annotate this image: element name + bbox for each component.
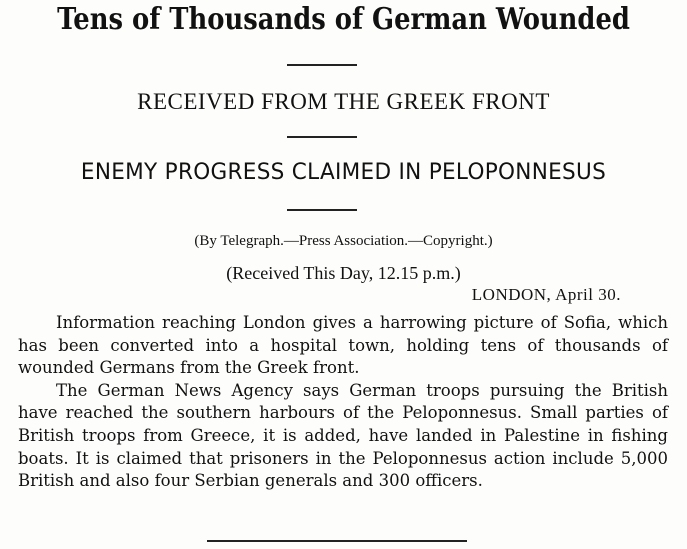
paragraph: Information reaching London gives a harrowing picture of Sofia, which has been converted into a hospital town, holding tens of thousands of wounded Germans from the Greek front.: [18, 313, 668, 378]
received-time: (Received This Day, 12.15 p.m.): [226, 263, 461, 283]
dateline: LONDON, April 30.: [471, 285, 621, 304]
paragraph: The German News Agency says German troops pursuing the British have reached the southern harbours of the Peloponnesus. Small parties of British troops from Greece, it is added, have landed in Palestine in fishing boats. It is claimed that prisoners in the Peloponnesus action include 5,000 British and also four Serbian generals and 300 officers.: [18, 380, 668, 491]
bottom-divider-rule: [207, 540, 467, 542]
subheading-greek-front: RECEIVED FROM THE GREEK FRONT: [137, 89, 550, 114]
divider-rule: [287, 64, 357, 66]
divider-rule: [287, 209, 357, 211]
divider-rule: [287, 136, 357, 138]
article-body: [18, 312, 668, 493]
headline: Tens of Thousands of German Wounded: [57, 2, 630, 37]
press-credit: (By Telegraph.—Press Association.—Copyright.): [194, 233, 493, 249]
subheading-peloponnesus: ENEMY PROGRESS CLAIMED IN PELOPONNESUS: [80, 160, 607, 185]
